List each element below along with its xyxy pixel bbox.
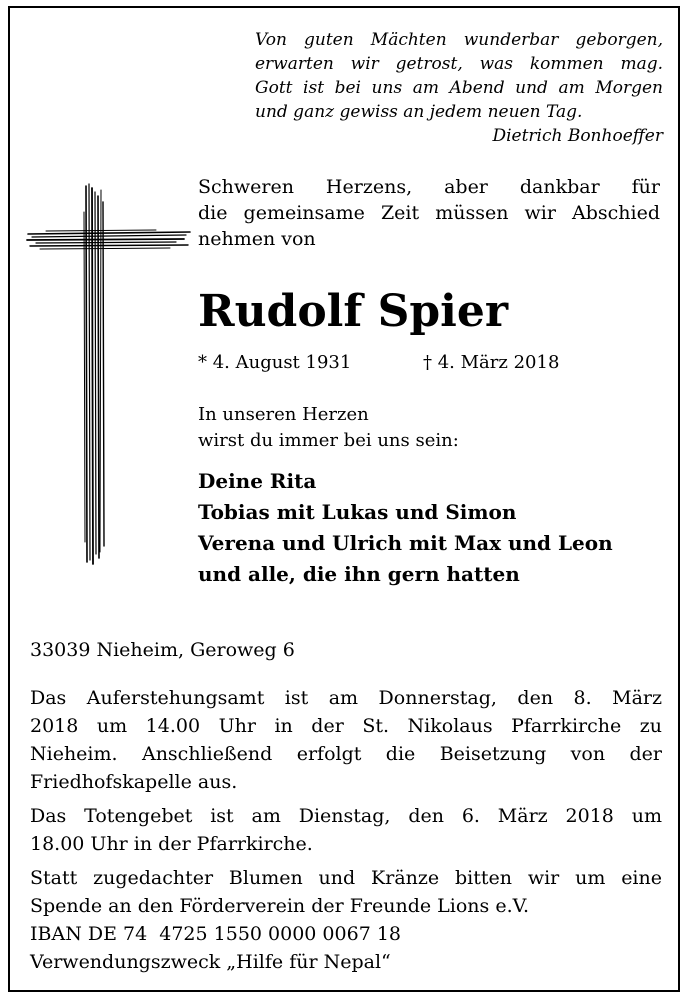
- service-line: Das Auferstehungsamt ist am Donnerstag, den 8. März: [30, 687, 662, 709]
- service-line: Friedhofskapelle aus.: [30, 771, 238, 793]
- prayer-line: 18.00 Uhr in der Pfarrkirche.: [30, 833, 313, 855]
- poem-quote: [255, 28, 663, 148]
- intro-text: [198, 174, 660, 252]
- poem-line: Von guten Mächten wunderbar geborgen,: [255, 30, 663, 50]
- poem-line: und ganz gewiss an jedem neuen Tag.: [255, 102, 583, 122]
- donation-line: Spende an den Förderverein der Freunde Lions e.V.: [30, 895, 530, 917]
- mourner-entry: und alle, die ihn gern hatten: [198, 562, 520, 586]
- birth-date: * 4. August 1931: [198, 352, 352, 373]
- mourners-list: [198, 466, 613, 590]
- life-dates: [198, 350, 560, 376]
- service-line: Nieheim. Anschließend erfolgt die Beisetzung von der: [30, 743, 662, 765]
- address: 33039 Nieheim, Geroweg 6: [30, 639, 295, 661]
- death-date: † 4. März 2018: [423, 352, 560, 373]
- deceased-name: Rudolf Spier: [198, 286, 509, 337]
- poem-line: Gott ist bei uns am Abend und am Morgen: [255, 78, 663, 98]
- service-info: [30, 684, 662, 796]
- poem-line: erwarten wir getrost, was kommen mag.: [255, 54, 663, 74]
- service-line: 2018 um 14.00 Uhr in der St. Nikolaus Pfarrkirche zu: [30, 715, 662, 737]
- prayer-info: [30, 802, 662, 858]
- remembrance-line: wirst du immer bei uns sein:: [198, 430, 459, 451]
- intro-line: nehmen von: [198, 228, 316, 250]
- remembrance-text: [198, 402, 459, 454]
- mourner-entry: Tobias mit Lukas und Simon: [198, 500, 517, 524]
- mourner-entry: Verena und Ulrich mit Max und Leon: [198, 531, 613, 555]
- cross-icon: [26, 182, 192, 566]
- donation-iban: IBAN DE 74 4725 1550 0000 0067 18: [30, 923, 402, 945]
- intro-line: Schweren Herzens, aber dankbar für: [198, 176, 660, 198]
- intro-line: die gemeinsame Zeit müssen wir Abschied: [198, 202, 660, 224]
- poem-author: Dietrich Bonhoeffer: [492, 126, 663, 146]
- donation-line: Statt zugedachter Blumen und Kränze bitten wir um eine: [30, 867, 662, 889]
- donation-line: Verwendungszweck „Hilfe für Nepal“: [30, 951, 391, 973]
- mourner-entry: Deine Rita: [198, 469, 317, 493]
- prayer-line: Das Totengebet ist am Dienstag, den 6. März 2018 um: [30, 805, 662, 827]
- donation-info: [30, 864, 662, 976]
- remembrance-line: In unseren Herzen: [198, 404, 369, 425]
